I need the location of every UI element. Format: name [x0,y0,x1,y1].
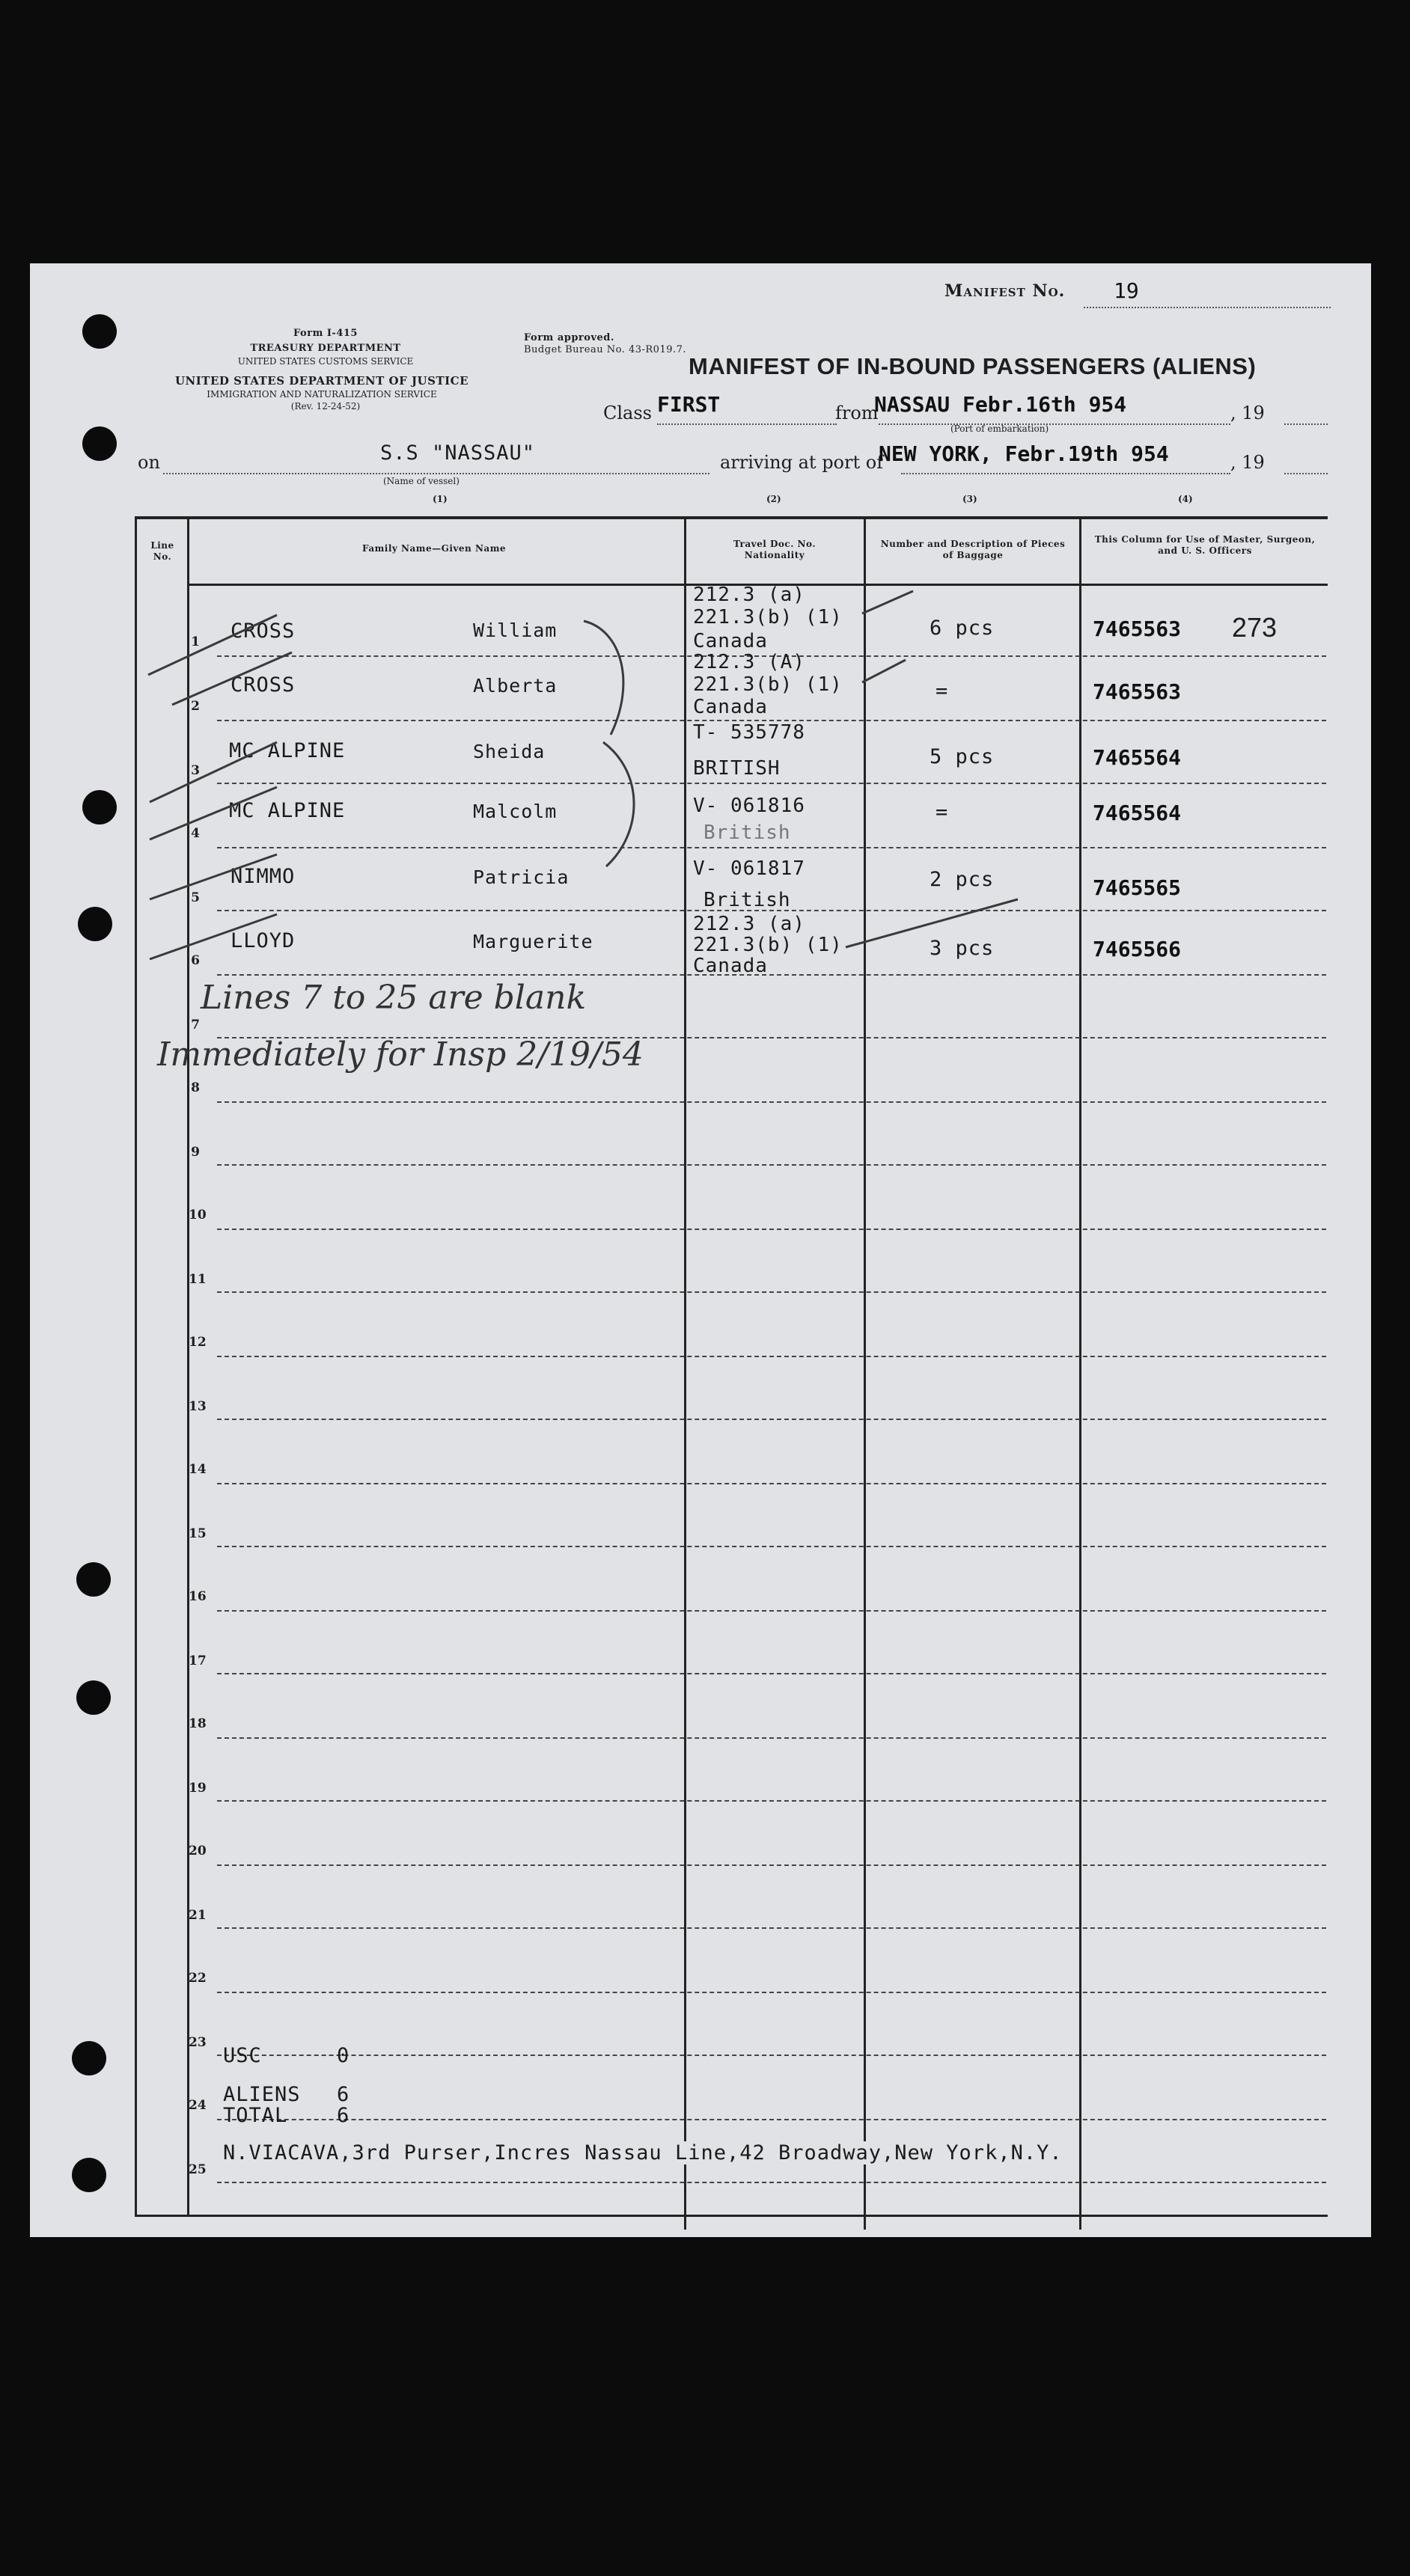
family-name: MC ALPINE [229,739,346,762]
usc-label: USC [223,2044,262,2067]
family-name: LLOYD [231,929,296,952]
travel-doc: V- 061817 [693,857,805,880]
form-approved: Form approved. [524,332,614,343]
row-line [217,1927,1326,1929]
line-number: 3 [191,763,200,778]
officers-heading: This Column for Use of Master, Surgeon, and U. S. Officers [1094,534,1316,556]
row-line [217,1546,1326,1547]
column-number-1: (1) [433,494,448,504]
row-line [217,1356,1326,1357]
baggage: 3 pcs [930,937,995,960]
line-number: 9 [191,1145,200,1160]
travel-doc: 221.3(b) (1) [693,606,843,628]
line-number: 25 [189,2162,207,2177]
handwritten-note: Lines 7 to 25 are blank [201,979,587,1017]
line-number: 18 [189,1716,207,1731]
baggage: 6 pcs [930,617,995,640]
line-number: 11 [189,1272,207,1287]
line-number: 15 [189,1526,207,1541]
form-number: Form I-415 [293,328,358,339]
vessel-caption: (Name of vessel) [383,476,460,486]
given-name: Alberta [473,675,558,697]
table-bottom-border [135,2215,1328,2217]
travel-doc: 212.3 (a) [693,913,805,935]
immigration-service: IMMIGRATION AND NATURALIZATION SERVICE [207,389,437,400]
handwritten-number: 273 [1232,612,1278,643]
row-line [217,1164,1326,1166]
customs-service: UNITED STATES CUSTOMS SERVICE [237,356,414,367]
officer-number: 7465565 [1093,875,1182,900]
row-line [217,1229,1326,1230]
aliens-value: 6 [337,2083,350,2106]
row-line [217,2119,1326,2120]
class-label: Class [603,403,652,423]
row-line [217,1864,1326,1866]
line-number: 17 [189,1653,207,1668]
line-number: 12 [189,1335,207,1350]
travel-doc: 212.3 (A) [693,651,805,673]
arrival-value: NEW YORK, Febr.19th 954 [879,441,1169,466]
travel-doc: 221.3(b) (1) [693,934,843,956]
travel-doc-heading: Travel Doc. No. Nationality [733,539,816,560]
manifest-page [30,263,1371,2237]
budget-bureau: Budget Bureau No. 43-R019.7. [524,344,687,355]
family-name: MC ALPINE [229,799,346,822]
usc-value: 0 [337,2044,350,2067]
family-name: CROSS [231,673,296,697]
nationality: BRITISH [693,757,781,780]
line-number: 8 [191,1080,200,1095]
form-revision: (Rev. 12-24-52) [290,401,361,412]
given-name: Malcolm [473,801,558,822]
nationality: Canada [693,955,768,977]
aliens-label: ALIENS [223,2083,301,2106]
vessel-name: S.S "NASSAU" [380,441,536,465]
travel-doc: 221.3(b) (1) [693,673,843,696]
officer-number: 7465563 [1093,679,1182,704]
given-name: William [473,619,558,641]
total-label: TOTAL [223,2104,288,2127]
line-number: 23 [189,2035,207,2050]
travel-doc: V- 061816 [693,795,805,817]
officer-number: 7465566 [1093,937,1182,961]
department: TREASURY DEPARTMENT [250,343,401,354]
nationality: British [704,822,791,844]
line-number: 7 [191,1018,200,1032]
given-name: Sheida [473,741,546,762]
nationality: Canada [693,630,768,652]
officer-number: 7465564 [1093,745,1182,770]
baggage: 2 pcs [930,868,995,891]
line-number: 14 [189,1462,207,1477]
binder-hole [72,2158,106,2192]
officer-number: 7465563 [1093,617,1182,641]
row-line [217,1610,1326,1612]
manifest-label: Manifest No. [944,281,1066,301]
arriving-label: arriving at port of [720,452,884,473]
year-suffix: , 19 [1230,403,1265,423]
line-number: 19 [189,1781,207,1796]
line-number: 1 [191,634,200,649]
total-value: 6 [337,2104,350,2127]
from-label: from [835,403,879,423]
officer-number: 7465564 [1093,801,1182,825]
row-line [217,1483,1326,1484]
baggage: = [936,679,949,703]
manifest-title: MANIFEST OF IN-BOUND PASSENGERS (ALIENS) [689,353,1257,379]
row-line [217,2182,1326,2183]
justice-department: UNITED STATES DEPARTMENT OF JUSTICE [174,374,469,388]
column-number-2: (2) [766,494,781,504]
row-line [217,1673,1326,1674]
baggage: 5 pcs [930,745,995,768]
port-of-embarkation-caption: (Port of embarkation) [950,423,1049,434]
baggage: = [936,801,949,824]
line-number: 24 [189,2098,207,2113]
travel-doc: 212.3 (a) [693,584,805,606]
travel-doc: T- 535778 [693,721,805,744]
baggage-heading: Number and Description of Pieces of Baggage [880,539,1066,560]
line-no-heading: Line No. [150,540,174,562]
nationality: British [704,889,791,911]
row-line [217,1800,1326,1802]
purser-signature: N.VIACAVA,3rd Purser,Incres Nassau Line,42 Broadway,New York,N.Y. [223,2141,1067,2164]
family-name: CROSS [231,619,296,643]
handwritten-note: Immediately for Insp 2/19/54 [157,1035,644,1074]
column-number-4: (4) [1178,494,1193,504]
line-number: 16 [189,1589,207,1604]
manifest-number: 19 [1114,278,1139,303]
line-number: 2 [191,699,200,714]
line-number: 10 [189,1208,207,1223]
binder-hole [76,1562,111,1597]
given-name: Patricia [473,866,570,888]
on-label: on [138,452,160,473]
line-number: 20 [189,1844,207,1858]
name-heading: Family Name—Given Name [361,543,507,554]
nationality: Canada [693,696,768,718]
row-line [217,1992,1326,1993]
column-number-3: (3) [962,494,977,504]
line-number: 22 [189,1971,207,1986]
row-line [217,1291,1326,1293]
binder-hole [72,2041,106,2075]
line-number: 13 [189,1399,207,1414]
given-name: Marguerite [473,931,593,952]
row-line [217,2055,1326,2056]
from-value: NASSAU Febr.16th 954 [874,392,1127,417]
class-value: FIRST [657,392,721,417]
family-name: NIMMO [231,865,296,888]
line-number: 6 [191,953,200,968]
line-number: 21 [189,1908,207,1923]
row-line [217,1419,1326,1420]
line-number: 4 [191,826,200,841]
binder-hole [76,1680,111,1715]
row-line [217,1737,1326,1739]
year-suffix: , 19 [1230,452,1265,473]
line-number: 5 [191,890,200,905]
handwritten-marks [30,263,1371,1161]
